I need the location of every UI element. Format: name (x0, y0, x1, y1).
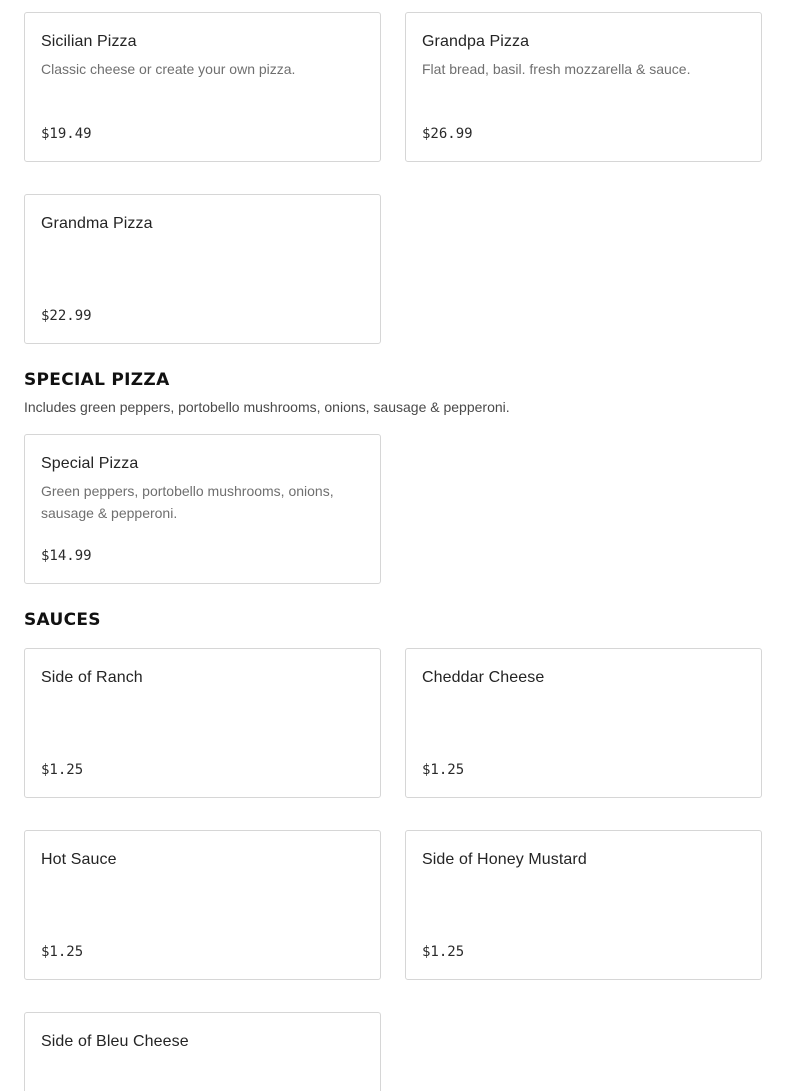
menu-item-description: Green peppers, portobello mushrooms, onions, sausage & pepperoni. (41, 483, 334, 521)
menu-item-description: Flat bread, basil. fresh mozzarella & sauce. (422, 61, 691, 77)
menu-item-card[interactable] (24, 648, 381, 798)
menu-item-name: Sicilian Pizza (41, 33, 137, 50)
menu-item-price: $1.25 (422, 762, 465, 778)
menu-item-price: $1.25 (422, 944, 465, 960)
menu-item-name: Cheddar Cheese (422, 669, 545, 686)
menu-item-card[interactable] (405, 12, 762, 162)
menu-item-card[interactable] (24, 12, 381, 162)
menu-item-name: Side of Ranch (41, 669, 143, 686)
menu-item-card[interactable] (405, 830, 762, 980)
section-description-special-pizza: Includes green peppers, portobello mushrooms, onions, sausage & pepperoni. (24, 399, 510, 415)
menu-item-name: Grandpa Pizza (422, 33, 530, 50)
menu-item-name: Grandma Pizza (41, 215, 153, 232)
menu-item-card[interactable] (24, 830, 381, 980)
menu-item-description: Classic cheese or create your own pizza. (41, 61, 296, 77)
section-title-special-pizza: SPECIAL PIZZA (24, 370, 170, 390)
section-title-sauces: SAUCES (24, 610, 101, 630)
menu-item-price: $26.99 (422, 126, 473, 142)
menu-item-price: $14.99 (41, 548, 92, 564)
menu-item-name: Side of Honey Mustard (422, 851, 587, 868)
menu-item-card[interactable] (24, 194, 381, 344)
menu-item-name: Special Pizza (41, 455, 139, 472)
menu-item-price: $1.25 (41, 762, 84, 778)
menu-item-name: Side of Bleu Cheese (41, 1033, 189, 1050)
menu-item-name: Hot Sauce (41, 851, 117, 868)
menu-item-card[interactable] (24, 1012, 381, 1091)
menu-item-price: $19.49 (41, 126, 92, 142)
menu-item-card[interactable] (24, 434, 381, 584)
menu-item-price: $22.99 (41, 308, 92, 324)
menu-item-card[interactable] (405, 648, 762, 798)
menu-item-price: $1.25 (41, 944, 84, 960)
